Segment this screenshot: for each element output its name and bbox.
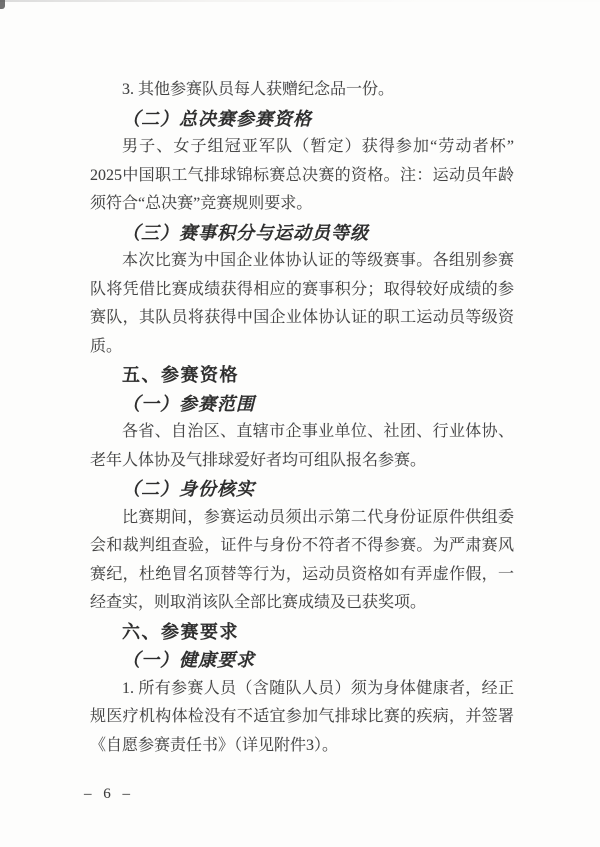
sub-heading: （二）总决赛参赛资格 bbox=[122, 108, 312, 129]
paragraph: 1. 所有参赛人员（含随队人员）须为身体健康者，经正规医疗机构体检没有不适宜参加气排球比赛的疾病，并签署《自愿参赛责任书》（详见附件3）。 bbox=[90, 679, 514, 754]
paragraph: 3. 其他参赛队员每人获赠纪念品一份。 bbox=[122, 81, 395, 98]
document-body bbox=[90, 76, 514, 760]
sub-heading: （一）参赛范围 bbox=[122, 393, 255, 414]
section-heading: 五、参赛资格 bbox=[122, 365, 239, 385]
paragraph: 男子、女子组冠亚军队（暂定）获得参加“劳动者杯”2025中国职工气排球锦标赛总决赛的资格。注：运动员年龄须符合“总决赛”竞赛规则要求。 bbox=[90, 138, 514, 212]
sub-heading: （二）身份核实 bbox=[122, 479, 255, 499]
sub-heading: （一）健康要求 bbox=[122, 650, 255, 670]
paragraph: 比赛期间，参赛运动员须出示第二代身份证原件供组委会和裁判组查验，证件与身份不符者不得参赛。为严肃赛风赛纪，杜绝冒名顶替等行为，运动员资格如有弄虚作假，一经查实，则取消该队全部比赛成绩及已获奖项。 bbox=[90, 508, 514, 611]
section-heading: 六、参赛要求 bbox=[122, 621, 239, 642]
paragraph: 本次比赛为中国企业体协认证的等级赛事。各组别参赛队将凭借比赛成绩获得相应的赛事积分；取得较好成绩的参赛队，其队员将获得中国企业体协认证的职工运动员等级资质。 bbox=[90, 252, 514, 355]
scan-edge-artifact bbox=[0, 0, 600, 2]
page-number: – 6 – bbox=[84, 786, 134, 802]
sub-heading: （三）赛事积分与运动员等级 bbox=[122, 222, 369, 243]
paragraph: 各省、自治区、直辖市企事业单位、社团、行业体协、老年人体协及气排球爱好者均可组队报名参赛。 bbox=[90, 423, 514, 469]
scan-corner-artifact bbox=[0, 0, 5, 9]
